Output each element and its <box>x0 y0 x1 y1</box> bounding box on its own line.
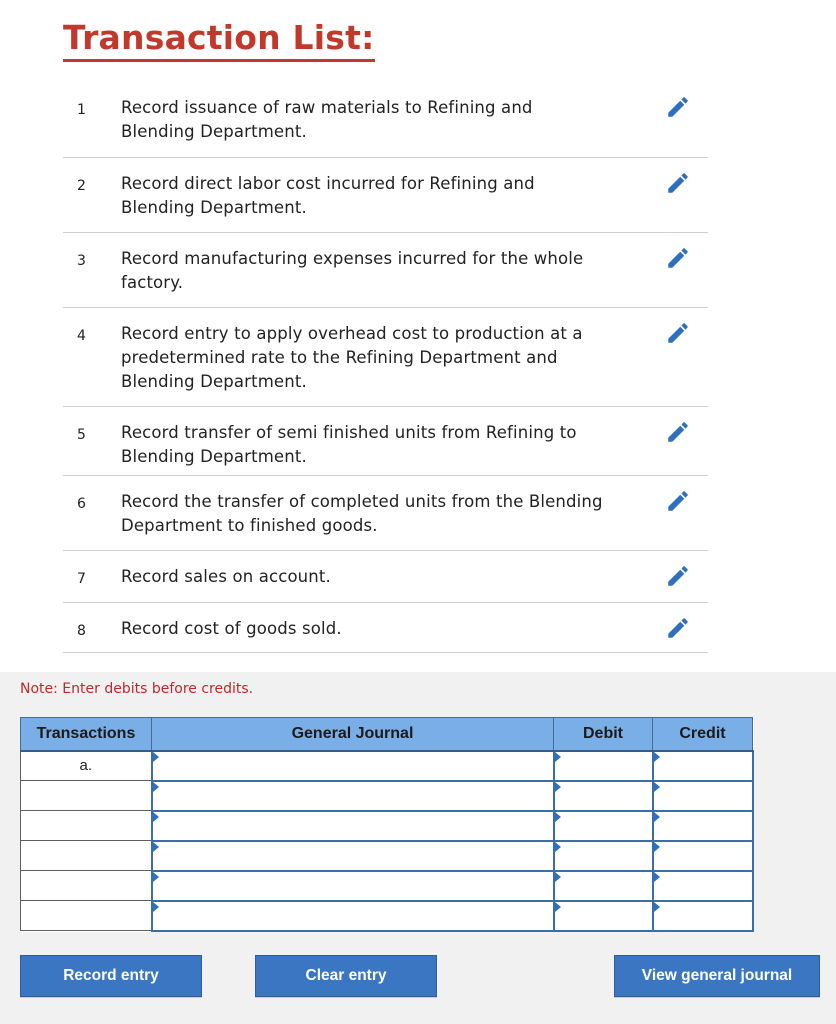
transaction-row <box>63 476 708 551</box>
transaction-description-line: factory. <box>121 273 184 292</box>
view-general-journal-button[interactable]: View general journal <box>614 955 820 997</box>
transaction-row <box>63 233 708 308</box>
transaction-description <box>121 172 621 220</box>
pencil-icon[interactable] <box>665 320 691 346</box>
pencil-icon[interactable] <box>665 94 691 120</box>
transaction-description-line: Record direct labor cost incurred for Refining and <box>121 174 535 193</box>
journal-row <box>21 901 753 931</box>
pencil-icon[interactable] <box>665 488 691 514</box>
transaction-row <box>63 407 708 476</box>
transaction-description-line: Record entry to apply overhead cost to production at a <box>121 324 583 343</box>
journal-row <box>21 811 753 841</box>
pencil-icon[interactable] <box>665 615 691 641</box>
transaction-description-line: Blending Department. <box>121 122 307 141</box>
transaction-description-line: Record transfer of semi finished units from Refining to <box>121 423 577 442</box>
transaction-row <box>63 603 708 653</box>
transaction-cell <box>21 871 152 901</box>
transaction-number: 8 <box>77 623 86 639</box>
page-title: Transaction List: <box>63 18 375 62</box>
debit-input[interactable] <box>554 751 653 781</box>
transaction-list <box>63 84 708 653</box>
transaction-number: 1 <box>77 102 86 118</box>
journal-table <box>20 717 754 932</box>
header-debit: Debit <box>554 718 653 751</box>
transaction-description <box>121 322 621 394</box>
account-input[interactable] <box>152 841 554 871</box>
transaction-row <box>63 158 708 233</box>
debit-input[interactable] <box>554 841 653 871</box>
transaction-number: 7 <box>77 571 86 587</box>
pencil-icon[interactable] <box>665 170 691 196</box>
pencil-icon[interactable] <box>665 419 691 445</box>
journal-row <box>21 781 753 811</box>
account-input[interactable] <box>152 871 554 901</box>
journal-row <box>21 841 753 871</box>
credit-input[interactable] <box>653 871 753 901</box>
journal-panel <box>0 672 836 1024</box>
pencil-icon[interactable] <box>665 563 691 589</box>
transaction-cell <box>21 781 152 811</box>
transaction-number: 3 <box>77 253 86 269</box>
account-input[interactable] <box>152 811 554 841</box>
header-general-journal: General Journal <box>152 718 554 751</box>
debit-input[interactable] <box>554 871 653 901</box>
transaction-number: 6 <box>77 496 86 512</box>
transaction-description <box>121 490 621 538</box>
transaction-number: 2 <box>77 178 86 194</box>
debit-input[interactable] <box>554 901 653 931</box>
transaction-description-line: Record manufacturing expenses incurred for the whole <box>121 249 584 268</box>
credit-input[interactable] <box>653 901 753 931</box>
transaction-description <box>121 96 621 144</box>
transaction-description <box>121 565 621 589</box>
transaction-cell <box>21 811 152 841</box>
transaction-description-line: Record cost of goods sold. <box>121 619 342 638</box>
transaction-description-line: Blending Department. <box>121 447 307 466</box>
transaction-number: 4 <box>77 328 86 344</box>
journal-header-row <box>21 718 753 751</box>
transaction-description <box>121 617 621 641</box>
transaction-cell <box>21 901 152 931</box>
transaction-description-line: Blending Department. <box>121 372 307 391</box>
account-input[interactable] <box>152 751 554 781</box>
credit-input[interactable] <box>653 841 753 871</box>
header-credit: Credit <box>653 718 753 751</box>
pencil-icon[interactable] <box>665 245 691 271</box>
credit-input[interactable] <box>653 781 753 811</box>
journal-row <box>21 751 753 781</box>
debit-input[interactable] <box>554 811 653 841</box>
transaction-description <box>121 247 621 295</box>
transaction-number: 5 <box>77 427 86 443</box>
transaction-description-line: Record sales on account. <box>121 567 331 586</box>
transaction-row <box>63 551 708 603</box>
transaction-description-line: Department to finished goods. <box>121 516 378 535</box>
transaction-description-line: Record the transfer of completed units from the Blending <box>121 492 603 511</box>
transaction-description-line: predetermined rate to the Refining Department and <box>121 348 558 367</box>
clear-entry-button[interactable]: Clear entry <box>255 955 437 997</box>
transaction-description-line: Record issuance of raw materials to Refining and <box>121 98 533 117</box>
credit-input[interactable] <box>653 811 753 841</box>
transaction-cell: a. <box>21 751 152 781</box>
record-entry-button[interactable]: Record entry <box>20 955 202 997</box>
debit-input[interactable] <box>554 781 653 811</box>
credit-input[interactable] <box>653 751 753 781</box>
transaction-description <box>121 421 621 469</box>
note-text: Note: Enter debits before credits. <box>20 681 254 697</box>
transaction-row <box>63 84 708 158</box>
transaction-row <box>63 308 708 407</box>
transaction-cell <box>21 841 152 871</box>
transaction-description-line: Blending Department. <box>121 198 307 217</box>
account-input[interactable] <box>152 901 554 931</box>
journal-row <box>21 871 753 901</box>
header-transactions: Transactions <box>21 718 152 751</box>
account-input[interactable] <box>152 781 554 811</box>
